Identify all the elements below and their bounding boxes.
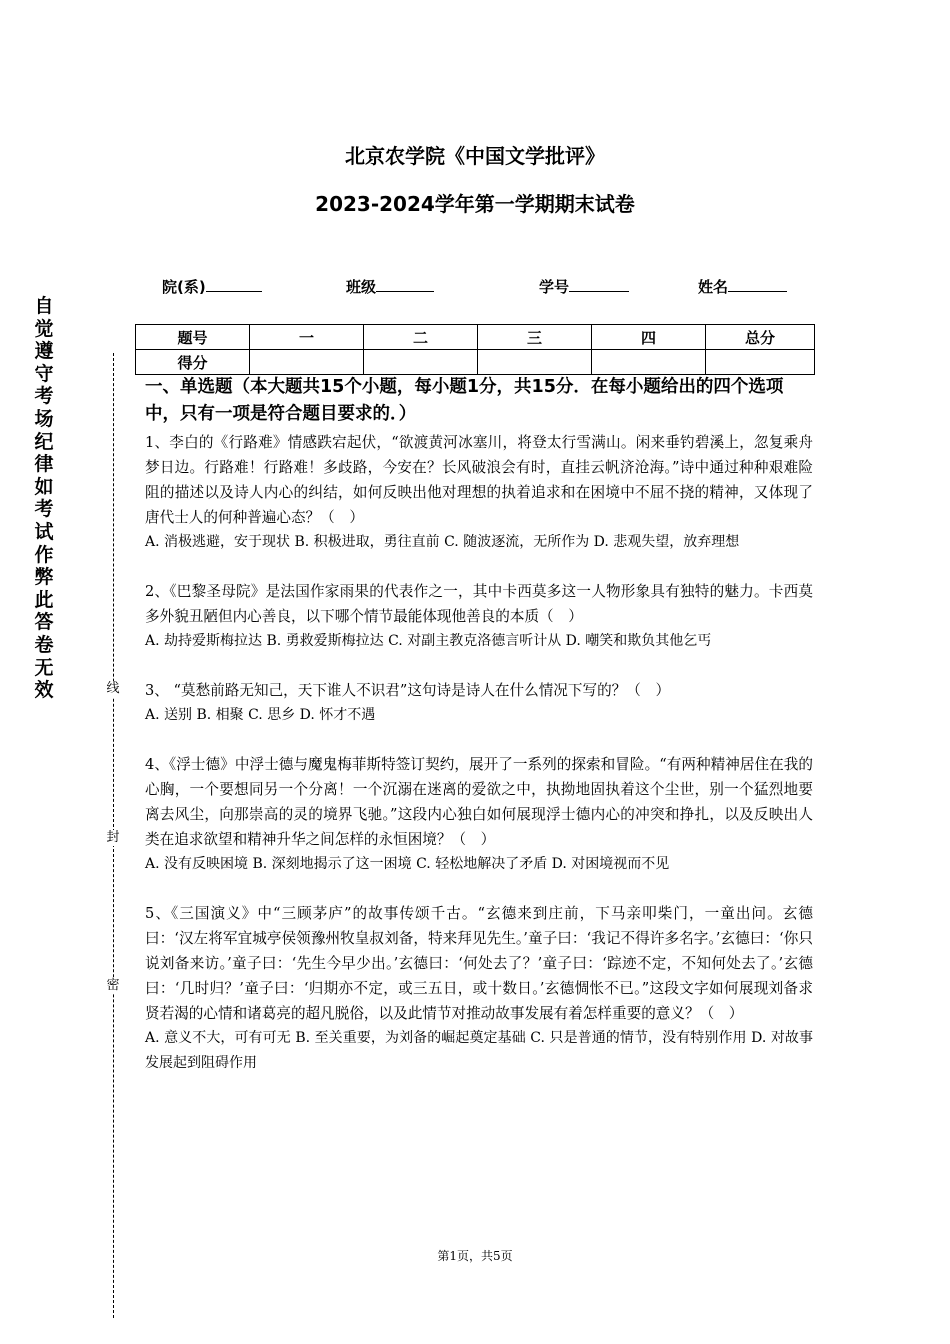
question-1 <box>145 430 813 555</box>
score-row-label: 得分 <box>136 350 250 375</box>
name-label: 姓名 <box>698 278 729 296</box>
table-header-cell: 四 <box>592 325 706 350</box>
class-label: 班级 <box>346 278 377 296</box>
table-header-cell: 总分 <box>706 325 815 350</box>
department-field[interactable] <box>162 276 262 297</box>
exam-body <box>145 374 813 1076</box>
table-header-cell: 三 <box>478 325 592 350</box>
cut-label-seal: 封 <box>106 830 120 845</box>
question-5 <box>145 901 813 1076</box>
question-3 <box>145 678 813 728</box>
class-field[interactable] <box>346 276 434 297</box>
name-field[interactable] <box>698 276 787 297</box>
department-label: 院(系) <box>162 278 206 296</box>
department-blank[interactable] <box>206 277 262 292</box>
table-header-cell: 二 <box>364 325 478 350</box>
student-id-blank[interactable] <box>569 277 629 292</box>
score-table <box>135 324 815 375</box>
table-header-cell: 题号 <box>136 325 250 350</box>
question-options[interactable]: A. 消极逃避，安于现状 B. 积极进取，勇往直前 C. 随波逐流，无所作为 D. 悲观失望，放弃理想 <box>145 534 740 550</box>
class-blank[interactable] <box>376 277 434 292</box>
question-stem: 5、《三国演义》中“三顾茅庐”的故事传颂千古。“玄德来到庄前，下马亲叩柴门，一童出问。玄德曰：‘汉左将军宜城亭侯领豫州牧皇叔刘备，特来拜见先生。’童子曰：‘我记不得许多名字。’玄德曰：‘你只说刘备来访。’童子曰：‘先生今早少出。’玄德曰：‘何处去了？’童子曰：‘踪迹不定，不知何处去了。’玄德曰：‘几时归？’童子曰：‘归期亦不定，或三五日，或十数日。’玄德惆怅不已。”这段文字如何展现刘备求贤若渴的心情和诸葛亮的超凡脱俗，以及此情节对推动故事发展有着怎样重要的意义？（ ） <box>145 905 813 1022</box>
question-4 <box>145 752 813 877</box>
score-table-score-row <box>136 350 815 375</box>
question-2 <box>145 579 813 654</box>
question-options[interactable]: A. 意义不大，可有可无 B. 至关重要，为刘备的崛起奠定基础 C. 只是普通的情节，没有特别作用 D. 对故事发展起到阻碍作用 <box>145 1030 813 1071</box>
score-cell-total[interactable] <box>706 350 815 375</box>
question-options[interactable]: A. 劫持爱斯梅拉达 B. 勇救爱斯梅拉达 C. 对副主教克洛德言听计从 D. 嘲笑和欺负其他乞丐 <box>145 633 712 649</box>
question-stem: 4、《浮士德》中浮士德与魔鬼梅菲斯特签订契约，展开了一系列的探索和冒险。“有两种精神居住在我的心胸，一个要想同另一个分离！一个沉溺在迷离的爱欲之中，执拗地固执着这个尘世，别一个猛烈地要离去风尘，向那崇高的灵的境界飞驰。”这段内心独白如何展现浮士德内心的冲突和挣扎，以及反映出人类在追求欲望和精神升华之间怎样的永恒困境？（ ） <box>145 756 813 848</box>
table-header-cell: 一 <box>250 325 364 350</box>
student-id-field[interactable] <box>539 276 629 297</box>
cut-label-secret: 密 <box>106 978 120 993</box>
question-stem: 1、李白的《行路难》情感跌宕起伏，“欲渡黄河冰塞川，将登太行雪满山。闲来垂钓碧溪上，忽复乘舟梦日边。行路难！行路难！多歧路，今安在？长风破浪会有时，直挂云帆济沧海。”诗中通过种种艰难险阻的描述以及诗人内心的纠结，如何反映出他对理想的执着追求和在困境中不屈不挠的精神，又体现了唐代士人的何种普遍心态？（ ） <box>145 434 813 526</box>
student-id-label: 学号 <box>539 278 570 296</box>
question-stem: 2、《巴黎圣母院》是法国作家雨果的代表作之一，其中卡西莫多这一人物形象具有独特的魅力。卡西莫多外貌丑陋但内心善良，以下哪个情节最能体现他善良的本质（ ） <box>145 583 813 625</box>
question-stem: 3、 “莫愁前路无知己，天下谁人不识君”这句诗是诗人在什么情况下写的？（ ） <box>145 682 671 699</box>
section-heading: 一、单选题（本大题共15个小题，每小题1分，共15分．在每小题给出的四个选项中，只有一项是符合题目要求的．） <box>145 377 784 424</box>
exam-title: 北京农学院《中国文学批评》 <box>345 144 605 168</box>
score-cell[interactable] <box>592 350 706 375</box>
name-blank[interactable] <box>728 277 787 292</box>
score-cell[interactable] <box>478 350 592 375</box>
exam-discipline-notice: 自觉遵守考场纪律如考试作弊此答卷无效 <box>34 295 54 702</box>
page-footer: 第1页，共5页 <box>437 1249 513 1263</box>
exam-subtitle: 2023-2024学年第一学期期末试卷 <box>315 192 635 216</box>
score-cell[interactable] <box>250 350 364 375</box>
score-table-header-row <box>136 325 815 350</box>
cut-label-line: 线 <box>106 681 120 696</box>
question-options[interactable]: A. 没有反映困境 B. 深刻地揭示了这一困境 C. 轻松地解决了矛盾 D. 对困境视而不见 <box>145 856 670 872</box>
question-options[interactable]: A. 送别 B. 相聚 C. 思乡 D. 怀才不遇 <box>145 707 376 723</box>
score-cell[interactable] <box>364 350 478 375</box>
